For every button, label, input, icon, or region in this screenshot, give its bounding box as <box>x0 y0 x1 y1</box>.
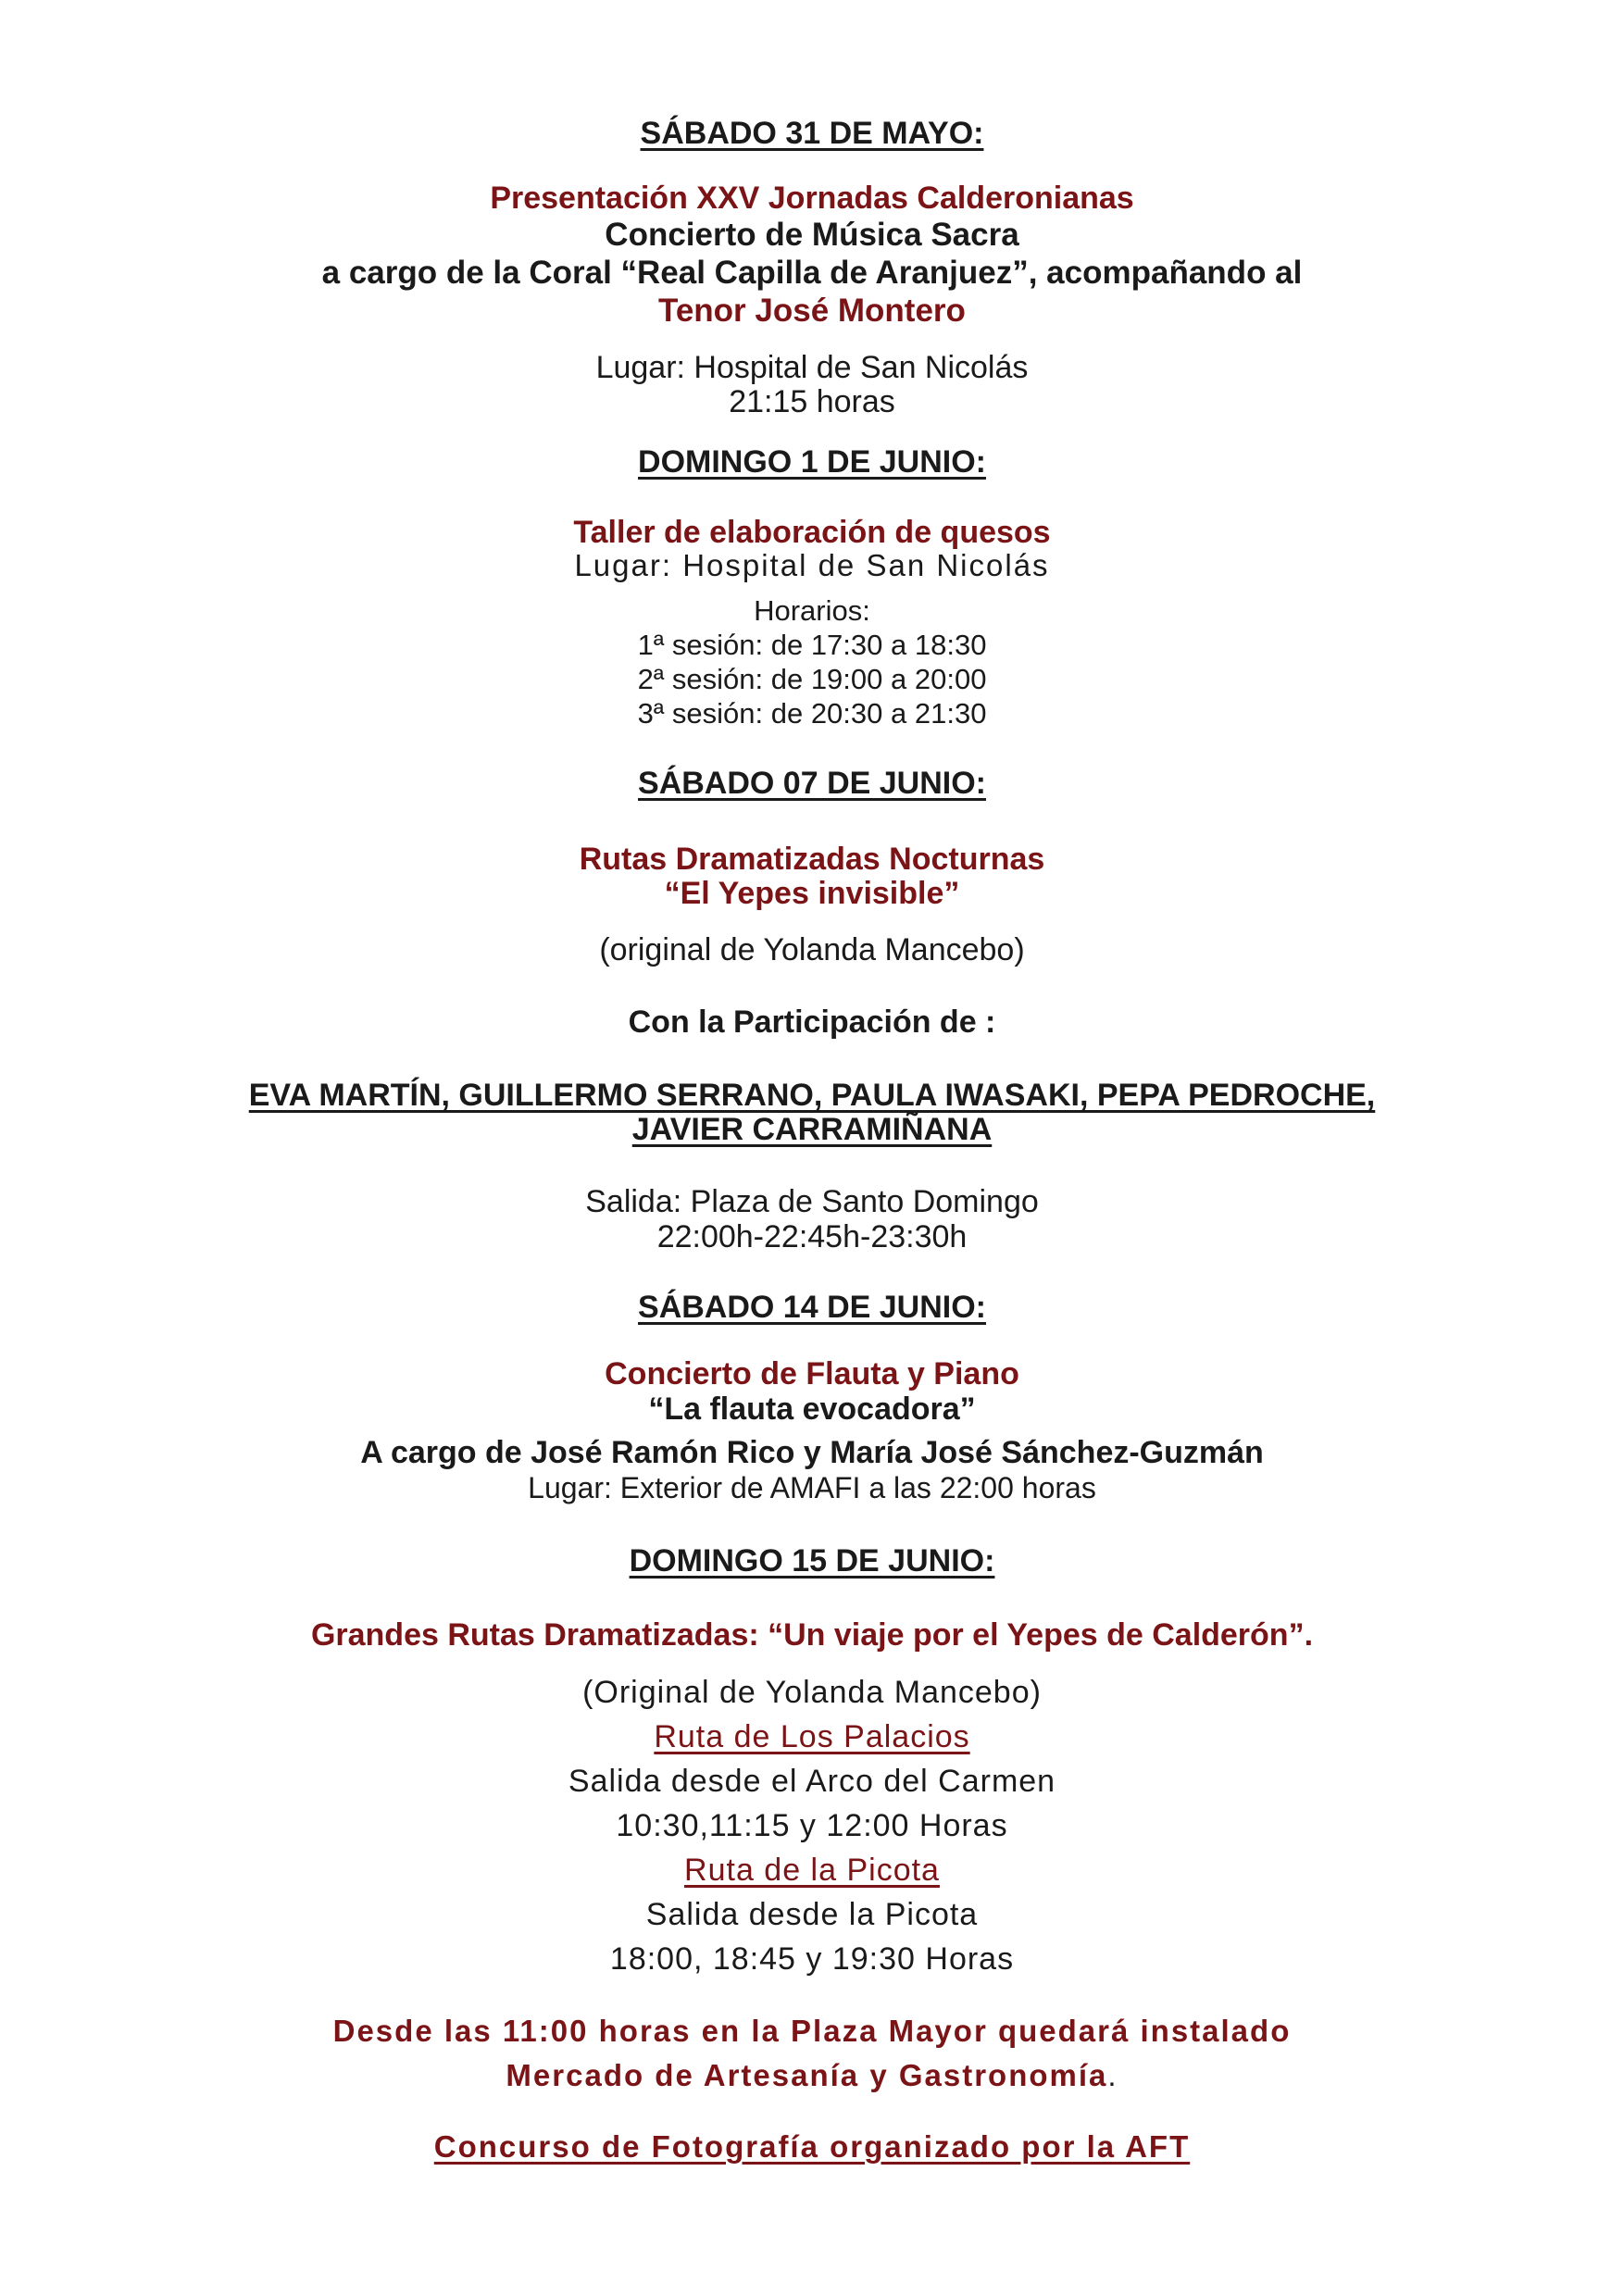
cast-line-1: EVA MARTÍN, GUILLERMO SERRANO, PAULA IWASAKI, PEPA PEDROCHE, <box>248 1078 1376 1113</box>
grand-routes-title: Grandes Rutas Dramatizadas: “Un viaje por el Yepes de Calderón”. <box>310 1617 1314 1653</box>
presentation-title: Presentación XXV Jornadas Calderonianas <box>490 181 1134 216</box>
market-line-1: Desde las 11:00 horas en la Plaza Mayor quedará instalado <box>332 2014 1292 2048</box>
grand-routes-author: (Original de Yolanda Mancebo) <box>582 1675 1042 1710</box>
cast-line-2: JAVIER CARRAMIÑANA <box>631 1112 993 1147</box>
schedule-label: Horarios: <box>754 594 870 627</box>
night-routes-subtitle: “El Yepes invisible” <box>664 876 960 911</box>
heading-sat-31-may: SÁBADO 31 DE MAYO: <box>640 116 984 151</box>
route-picota-times: 18:00, 18:45 y 19:30 Horas <box>609 1941 1015 1977</box>
night-routes-title: Rutas Dramatizadas Nocturnas <box>579 842 1045 877</box>
flute-concert-performers: A cargo de José Ramón Rico y María José Sánchez-Guzmán <box>360 1435 1264 1470</box>
concert-venue: Lugar: Hospital de San Nicolás <box>595 350 1029 385</box>
night-routes-times: 22:00h-22:45h-23:30h <box>656 1219 968 1254</box>
workshop-title: Taller de elaboración de quesos <box>573 515 1051 550</box>
night-routes-departure: Salida: Plaza de Santo Domingo <box>585 1184 1039 1219</box>
market-line-2 <box>0 2060 1624 2090</box>
market-name: Mercado de Artesanía y Gastronomía <box>506 2058 1108 2092</box>
night-routes-author: (original de Yolanda Mancebo) <box>599 932 1025 967</box>
flute-concert-title: Concierto de Flauta y Piano <box>605 1356 1019 1391</box>
route-palacios-link[interactable]: Ruta de Los Palacios <box>654 1719 970 1754</box>
workshop-venue: Lugar: Hospital de San Nicolás <box>574 548 1050 582</box>
concert-performers: a cargo de la Coral “Real Capilla de Aranjuez”, acompañando al <box>321 255 1303 291</box>
session-1: 1ª sesión: de 17:30 a 18:30 <box>637 629 987 661</box>
heading-sat-07-june: SÁBADO 07 DE JUNIO: <box>638 766 986 801</box>
photo-contest-link[interactable]: Concurso de Fotografía organizado por la AFT <box>433 2129 1191 2164</box>
flute-concert-subtitle: “La flauta evocadora” <box>648 1391 976 1427</box>
route-picota-departure: Salida desde la Picota <box>645 1897 979 1932</box>
session-2: 2ª sesión: de 19:00 a 20:00 <box>637 663 987 695</box>
heading-sat-14-june: SÁBADO 14 DE JUNIO: <box>638 1290 986 1325</box>
market-period: . <box>1107 2058 1118 2092</box>
route-picota-link[interactable]: Ruta de la Picota <box>684 1853 940 1888</box>
heading-sun-15-june: DOMINGO 15 DE JUNIO: <box>629 1543 995 1578</box>
concert-title: Concierto de Música Sacra <box>605 217 1019 253</box>
route-palacios-times: 10:30,11:15 y 12:00 Horas <box>616 1808 1008 1843</box>
tenor-name: Tenor José Montero <box>658 293 966 329</box>
route-palacios-departure: Salida desde el Arco del Carmen <box>568 1764 1056 1799</box>
flute-concert-venue: Lugar: Exterior de AMAFI a las 22:00 horas <box>528 1471 1096 1504</box>
concert-time: 21:15 horas <box>729 384 895 419</box>
participation-label: Con la Participación de : <box>628 1004 996 1040</box>
session-3: 3ª sesión: de 20:30 a 21:30 <box>637 697 987 730</box>
heading-sun-1-june: DOMINGO 1 DE JUNIO: <box>638 444 986 480</box>
